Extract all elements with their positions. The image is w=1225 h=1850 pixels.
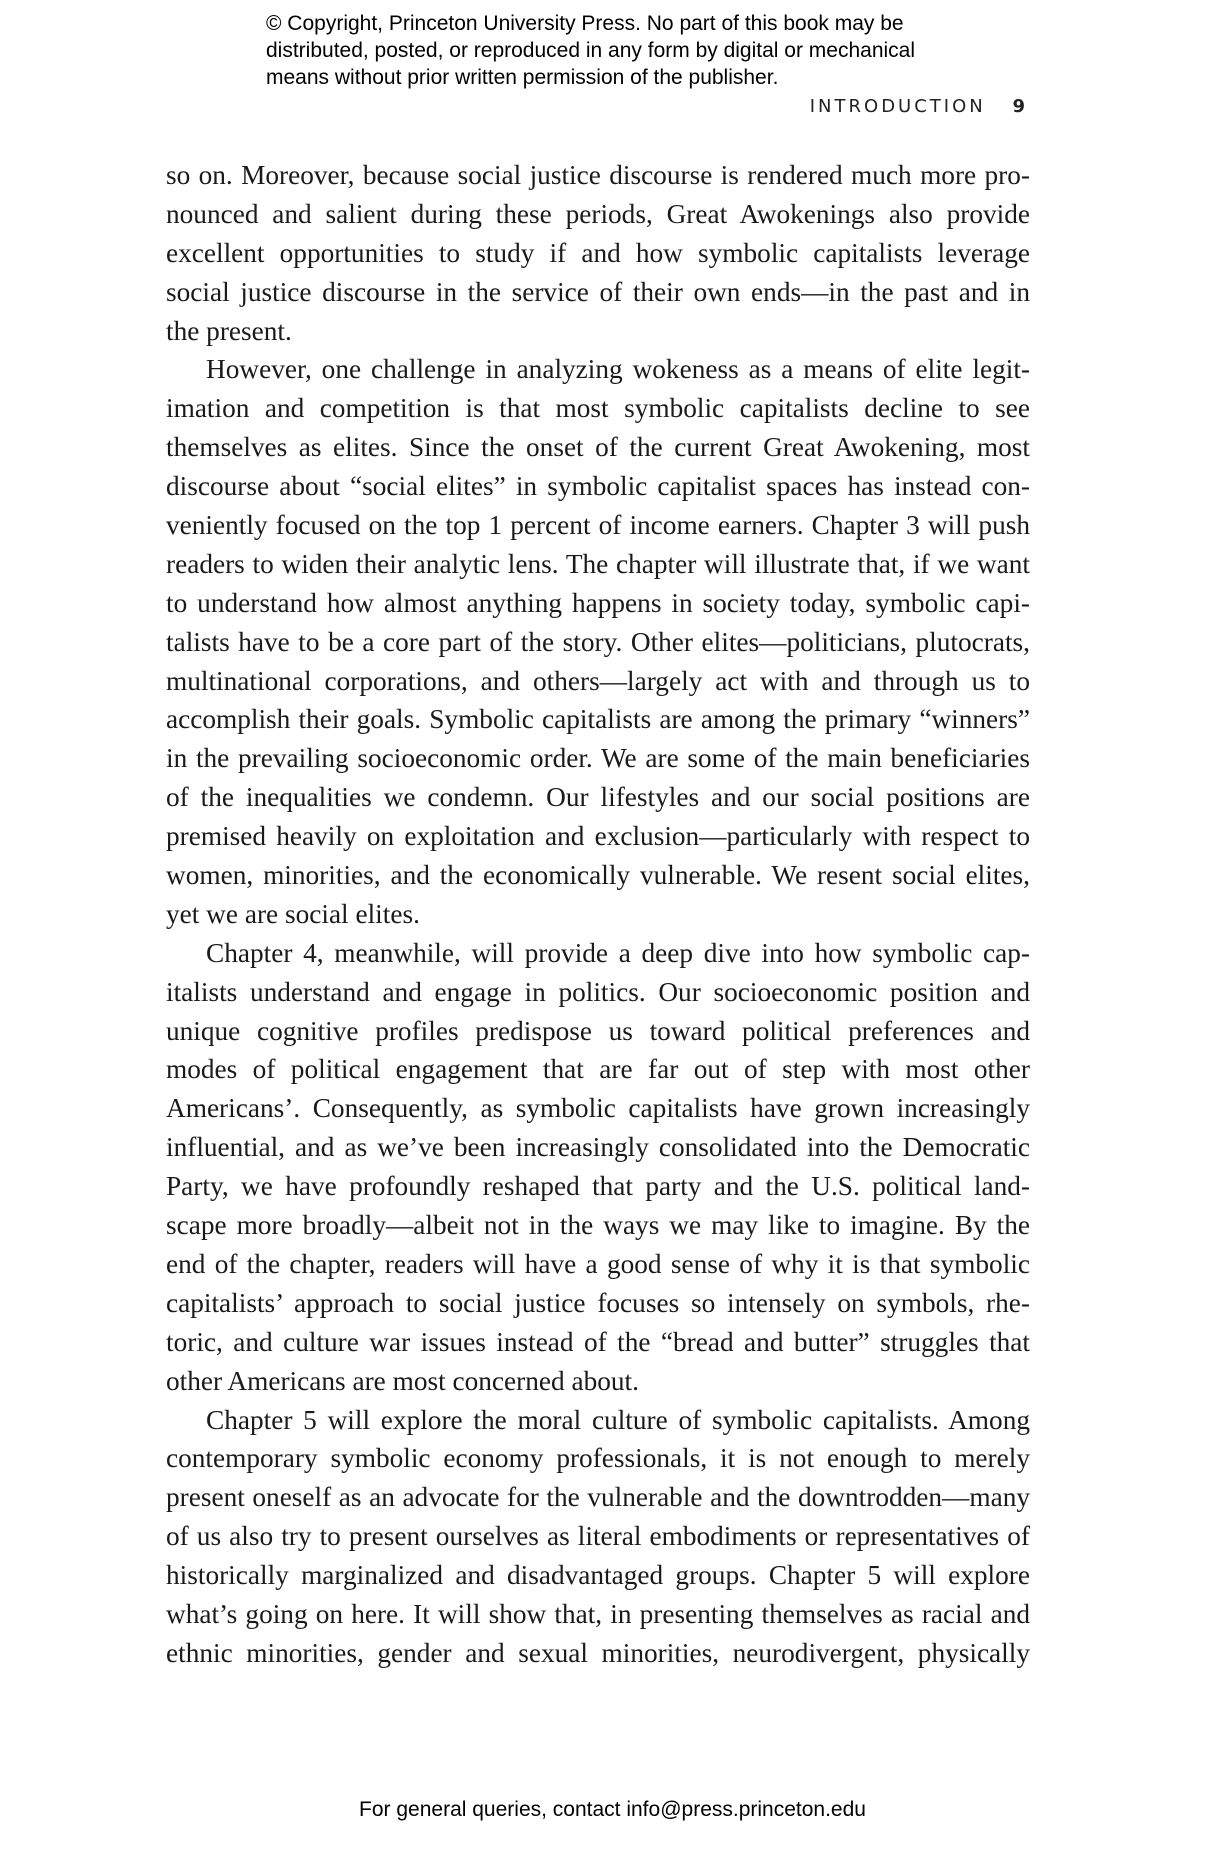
text-line: accomplish their goals. Symbolic capitalists are among the primary “winners” xyxy=(166,704,1030,735)
text-line: to understand how almost anything happens in society today, symbolic capi- xyxy=(166,587,1030,618)
text-line: unique cognitive profiles predispose us toward political preferences and xyxy=(166,1015,1030,1046)
text-line: discourse about “social elites” in symbolic capitalist spaces has instead con- xyxy=(166,471,1030,502)
text-line: excellent opportunities to study if and how symbolic capitalists leverage xyxy=(166,237,1030,268)
text-line: influential, and as we’ve been increasingly consolidated into the Democratic xyxy=(166,1132,1030,1163)
text-line: modes of political engagement that are far out of step with most other xyxy=(166,1054,1030,1085)
running-head xyxy=(810,96,1025,117)
text-line: However, one challenge in analyzing wokeness as a means of elite legit- xyxy=(206,354,1030,385)
text-line: capitalists’ approach to social justice focuses so intensely on symbols, rhe- xyxy=(166,1287,1030,1318)
text-line: imation and competition is that most symbolic capitalists decline to see xyxy=(166,393,1030,424)
page-number: 9 xyxy=(1012,96,1025,117)
paragraph xyxy=(166,1401,1030,1673)
text-line: veniently focused on the top 1 percent of income earners. Chapter 3 will push xyxy=(166,510,1030,541)
text-line: Chapter 5 will explore the moral culture of symbolic capitalists. Among xyxy=(206,1404,1030,1435)
paragraph xyxy=(166,350,1030,933)
text-line: social justice discourse in the service of their own ends—in the past and in xyxy=(166,276,1030,307)
text-line: italists understand and engage in politics. Our socioeconomic position and xyxy=(166,976,1030,1007)
text-line: themselves as elites. Since the onset of the current Great Awokening, most xyxy=(166,432,1030,463)
copyright-line: means without prior written permission of the publisher. xyxy=(266,66,779,89)
text-line: Party, we have profoundly reshaped that party and the U.S. political land- xyxy=(166,1171,1030,1202)
text-line: ethnic minorities, gender and sexual minorities, neurodivergent, physically xyxy=(166,1637,1030,1668)
copyright-line: © Copyright, Princeton University Press. No part of this book may be xyxy=(266,12,904,35)
copyright-notice xyxy=(266,10,1026,91)
text-line: of us also try to present ourselves as literal embodiments or representatives of xyxy=(166,1521,1030,1552)
text-line: the present. xyxy=(166,315,292,346)
footer-contact: For general queries, contact info@press.princeton.edu xyxy=(359,1798,866,1821)
text-line: other Americans are most concerned about. xyxy=(166,1365,639,1396)
text-line: scape more broadly—albeit not in the ways we may like to imagine. By the xyxy=(166,1210,1030,1241)
paragraph xyxy=(166,156,1030,350)
text-line: Americans’. Consequently, as symbolic capitalists have grown increasingly xyxy=(166,1093,1030,1124)
text-line: talists have to be a core part of the story. Other elites—politicians, plutocrats, xyxy=(166,626,1030,657)
text-line: women, minorities, and the economically vulnerable. We resent social elites, xyxy=(166,860,1030,891)
running-head-section: INTRODUCTION xyxy=(809,96,986,117)
copyright-line: distributed, posted, or reproduced in any form by digital or mechanical xyxy=(266,39,916,62)
text-line: historically marginalized and disadvantaged groups. Chapter 5 will explore xyxy=(166,1560,1030,1591)
text-line: what’s going on here. It will show that, in presenting themselves as racial and xyxy=(166,1598,1030,1629)
body-text xyxy=(166,156,1030,1673)
text-line: premised heavily on exploitation and exclusion—particularly with respect to xyxy=(166,821,1030,852)
paragraph xyxy=(166,934,1030,1401)
text-line: nounced and salient during these periods, Great Awokenings also provide xyxy=(166,198,1030,229)
text-line: multinational corporations, and others—largely act with and through us to xyxy=(166,665,1030,696)
text-line: toric, and culture war issues instead of the “bread and butter” struggles that xyxy=(166,1326,1030,1357)
text-line: in the prevailing socioeconomic order. We are some of the main beneficiaries xyxy=(166,743,1030,774)
text-line: of the inequalities we condemn. Our lifestyles and our social positions are xyxy=(166,782,1030,813)
text-line: so on. Moreover, because social justice discourse is rendered much more pro- xyxy=(166,160,1030,190)
text-line: contemporary symbolic economy professionals, it is not enough to merely xyxy=(166,1443,1030,1474)
text-line: Chapter 4, meanwhile, will provide a deep dive into how symbolic cap- xyxy=(206,937,1030,968)
text-line: present oneself as an advocate for the vulnerable and the downtrodden—many xyxy=(166,1482,1030,1513)
text-line: yet we are social elites. xyxy=(166,898,420,929)
text-line: readers to widen their analytic lens. The chapter will illustrate that, if we want xyxy=(166,548,1030,579)
text-line: end of the chapter, readers will have a good sense of why it is that symbolic xyxy=(166,1248,1030,1279)
